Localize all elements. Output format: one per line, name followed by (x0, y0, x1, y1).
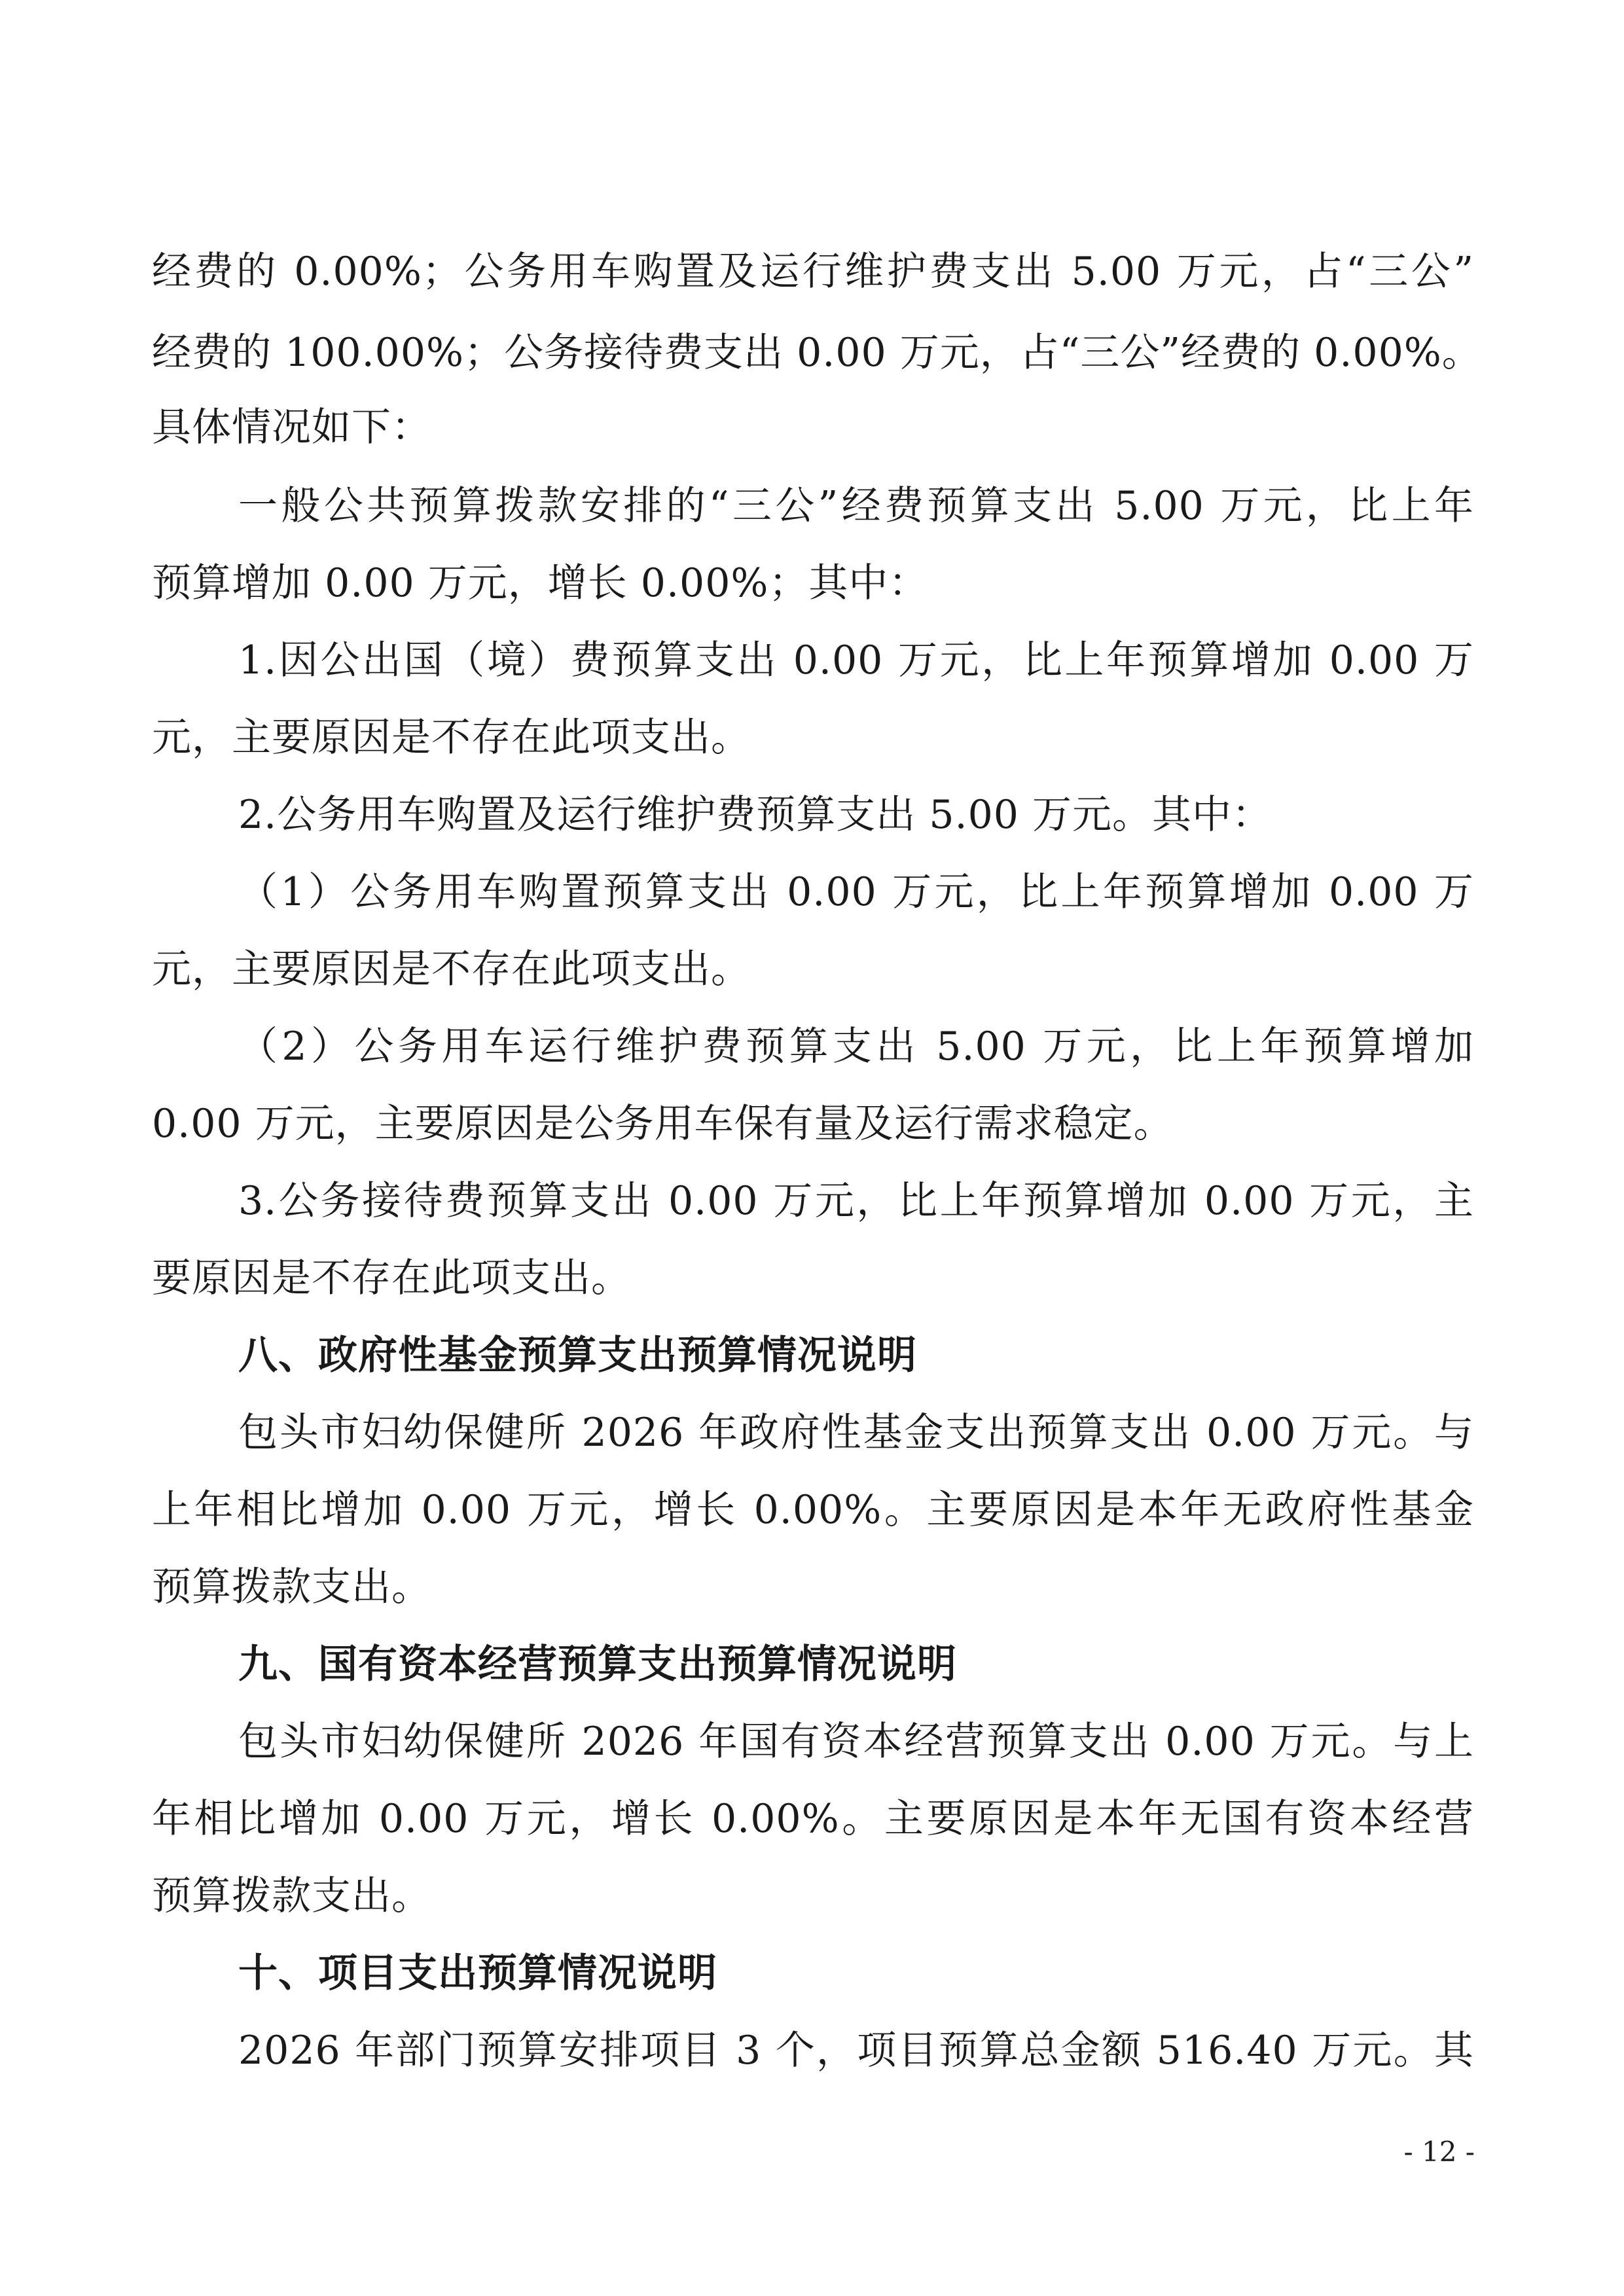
section-heading: 八、政府性基金预算支出预算情况说明 (238, 1333, 917, 1378)
paragraph-line: 2026 年部门预算安排项目 3 个，项目预算总金额 516.40 万元。其 (238, 2028, 1474, 2073)
paragraph-line: 一般公共预算拨款安排的“三公”经费预算支出 5.00 万元，比上年 (238, 483, 1474, 529)
paragraph-line: 经费的 100.00%；公务接待费支出 0.00 万元，占“三公”经费的 0.00%。 (152, 330, 1482, 376)
paragraph-line: 包头市妇幼保健所 2026 年国有资本经营预算支出 0.00 万元。与上 (238, 1719, 1474, 1765)
section-heading: 九、国有资本经营预算支出预算情况说明 (238, 1641, 957, 1687)
page-number: - 12 - (1403, 2136, 1475, 2168)
paragraph-line: 年相比增加 0.00 万元，增长 0.00%。主要原因是本年无国有资本经营 (152, 1796, 1474, 1842)
paragraph-line: 元，主要原因是不存在此项支出。 (152, 946, 751, 992)
paragraph-line: 要原因是不存在此项支出。 (152, 1255, 631, 1301)
section-heading: 十、项目支出预算情况说明 (238, 1950, 717, 1996)
paragraph-line: 具体情况如下： (152, 404, 431, 450)
paragraph-line: 预算拨款支出。 (152, 1564, 431, 1610)
paragraph-line: 预算增加 0.00 万元，增长 0.00%；其中： (152, 560, 929, 606)
paragraph-line: 元，主要原因是不存在此项支出。 (152, 715, 751, 761)
paragraph-line: 0.00 万元，主要原因是公务用车保有量及运行需求稳定。 (152, 1101, 1174, 1147)
paragraph-line: （1）公务用车购置预算支出 0.00 万元，比上年预算增加 0.00 万 (238, 869, 1474, 915)
paragraph-line: 2.公务用车购置及运行维护费预算支出 5.00 万元。其中： (238, 792, 1272, 838)
paragraph-line: 经费的 0.00%；公务用车购置及运行维护费支出 5.00 万元，占“三公” (152, 249, 1474, 295)
paragraph-line: 3.公务接待费预算支出 0.00 万元，比上年预算增加 0.00 万元，主 (238, 1178, 1474, 1224)
paragraph-line: 1.因公出国（境）费预算支出 0.00 万元，比上年预算增加 0.00 万 (238, 637, 1474, 683)
paragraph-line: （2）公务用车运行维护费预算支出 5.00 万元，比上年预算增加 (238, 1024, 1474, 1069)
paragraph-line: 包头市妇幼保健所 2026 年政府性基金支出预算支出 0.00 万元。与 (238, 1410, 1474, 1456)
paragraph-line: 预算拨款支出。 (152, 1873, 431, 1919)
paragraph-line: 上年相比增加 0.00 万元，增长 0.00%。主要原因是本年无政府性基金 (152, 1487, 1474, 1533)
